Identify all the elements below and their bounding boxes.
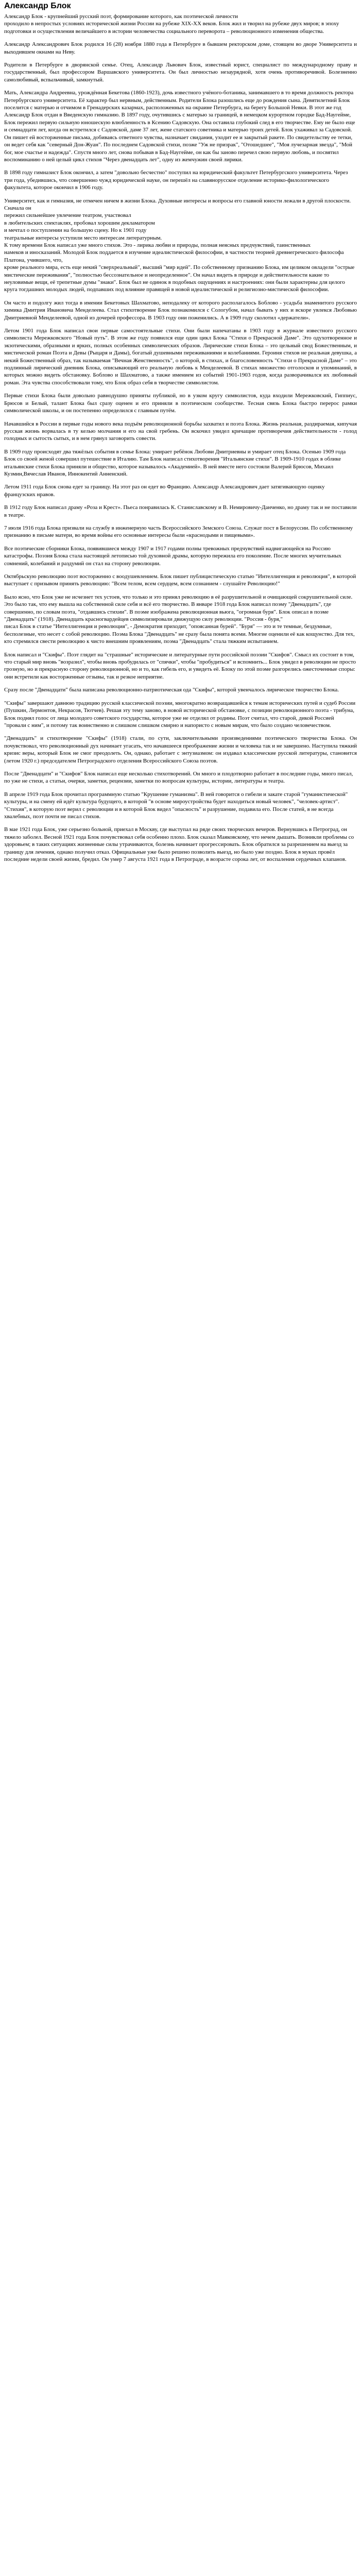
paragraph: Первые стихи Блока были довольно равнодушно приняты публикой, но в узком кругу символистов, куда входили Мережковский, Гиппиус, Брюсов и Белый, талант Блока был сразу оценен и его приняли в поэтическом сообществе. Тесная связь Блока быстро перерос рамки символической школы, и он постепенно определился с главным путём. [4,393,357,414]
paragraph: "Скифы" завершают давнюю традицию русской классической поэзии, многократно возвращавшейся к темам исторических путей и судеб России (Пушкин, Лермонтов, Некрасов, Тютчев). Решая эту тему заново, в новой исторической обстановке, с позиции революционного поэта - трибуна, Блок поднял голос от лица молодого советского государства, которое уже не отделял от родины. Поэт считал, что старой, дикой Россией "провали с ним", и потому так воинственно и слишком слишком смирно и напористо с новым мирам, что было создано человечеством. [4,700,356,728]
paragraph: Он часто и подолгу жил тогда в имении Бекетовых Шахматово, неподалеку от которого располагалось Боблово - усадьба знаменитого русского химика Дмитрия Ивановича Менделеева. Стал стихотворение Блок познакомился с Сологубом, начал бывать у них и вскоре увлекся Любовью Дмитриевной Менделеевой, одной из дочерей профессора. В 1903 году они поженились. А в 1909 году сколотил «держатели». [4,299,357,321]
paragraph: После "Двенадцати" и "Скифов" Блок написал еще несколько стихотворений. Он много и плодотворно работает в последние годы, много писал, по уже не стихи, а статьи, очерки, заметки, рецензии, заметки по вопросам культуры, истории, литературы и театра. [4,770,353,785]
paragraph: Начавшийся в России в первые годы нового века подъём революционной борьбы захватил и поэта Блока. Жизнь реальная, раздираемая, кипучая русская жизнь ворвалась в ту келью молчания и его на свой гребень. Он вскочил увидел кричащие противоречия действительности - голод голодных и сытость сытых, и в нем грянул заговорить совести. [4,420,357,442]
paragraph: В мае 1921 года Блок, уже серьезно больной, приехал в Москву, где выступал на ряде своих творческих вечеров. Вернувшись в Петроград, он тяжело заболел. Весной 1921 года Блок почувствовал себя особенно плохо. Блок сказал Маяковскому, что нечем дышать. Возникли проблемы со здоровьем; в таких ситуациях жизненные силы утрачиваются, болезнь начинает прогрессировать. Блок обратился за разрешением на выезд за границу для лечения, однако получил отказ. Официальные уже было решено позволить выезд, но было уже поздно. Блок в муках провёл последние недели своей жизни, бредил. Он умер 7 августа 1921 года в Петрограде, в возрасте сорока лет, от воспаления сердечных клапанов. [4,826,354,862]
paragraph: Блок написал и "Скифы". Поэт глядит на "страшные" исторические и литературные пути российской поэзии "Скифов". Смысл их состоит в том, что старый мир вновь "возразил", чтобы вновь пробудилась от "спячки", чтобы "пробудиться" и вспомнить... Блок увидел в революции не просто грозную, но и прекрасную сторону революционной, но и то, как гибель его, и увидеть её. Блоку по этой поэме разгорелись ожесточенные споры: они встретили как восторженные отзывы, так и резкое неприятие. [4,651,356,680]
paragraph: Александр Александрович Блок родился 16 (28) ноября 1880 года в Петербурге в бывшем ректорском доме, стоящем во дворе Университета и выходившем окнами на Неву. [4,41,357,55]
paragraph: Александр Блок - крупнейший русский поэт, формирование которого, как поэтической личности проходило в непростых условиях исторической жизни России на рубеже XIX-XX веков. Блок жил и творил на рубеже двух миров; в эпоху подготовки и осуществления величайшего в истории человечества социального переворота – революционного изменения общества. [4,13,339,35]
article-body [4,13,357,863]
paragraph: Было ясно, что Блок уже не исчезнет тех устоев, что только и это принял революцию в её разрушительной и очищающей сокрушительной силе. Это было так, что ему вышла на собственной силе себя и всё его творчество. В январе 1918 года Блок написал поэму "Двенадцать", где совершенно, по словам поэта, "отдавшись стихии". В поэме изображена революционная вьюга, "огромная буря". Блок описал в поэме "Двенадцать" (1918). Двенадцать красногвардейцев символизировали движущую силу революции. "Россия - буря," писал Блок в статье "Интеллигенция и революция", - Демократия приходит, "опоясанная бурей". "Буря" — это и те темные, бездумные, бесполезные, что несет с собой революцию. Поэма Блока "Двенадцать" не сразу была понята всеми. Многие оценили её как кощунство. Для тех, кто стремился свести революцию к чисто внешним проявлениям, поэма "Двенадцать" стала тяжким испытанием. [4,594,355,645]
article [0,0,361,863]
paragraph: В 1912 году Блок написал драму «Роза и Крест». Пьеса понравилась К. Станиславскому и В. Немировичу-Данченко, но драму так и не поставили в театре. [4,504,357,518]
paragraph: "Двенадцать" и стихотворение "Скифы" (1918) стали, по сути, заключительными произведениями поэтического творчества Блока. Он почувствовал, что революционный дух начинает угасать, что начавшееся преображение жизни и человека так и не завершено. Наступила тяжкий кризис веры, который Блок не смог преодолеть. Он, однако, работает с энтузиазмом: он издавал классические русской литературы, становится (летом 1920 г.) председателем Петроградского отделения Всероссийского Союза поэтов. [4,735,357,764]
page-title: Александр Блок [4,2,71,10]
paragraph: Октябрьскую революцию поэт восторженно с воодушевлением. Блок пишет публицистическую статью "Интеллигенция и революция", в которой выступает с призывом принять революцию: "Всем телом, всем сердцем, всем сознанием - слушайте Революцию!" [4,573,356,587]
paragraph: Летом 1911 года Блок снова едет за границу. На этот раз он едет во Францию. Александр Александрович дает затягивающую оценку французских нравов. [4,484,325,498]
paragraph: В апреле 1919 года Блок прочитал программную статью "Крушение гуманизма". В ней говорится о гибели и закате старой "гуманистической" культуры, и на смену ей идёт культура будущего, в которой "в основе мироустройства будет находиться новый человек", "человек-артист". "Стихия", в которую поэт верил с революции и в которой Блок видел "опасность" и разрушение, подавила его. После статей, в не всегда хвалебных, поэт почти не писал стихов. [4,791,348,820]
paragraph: Сразу после "Двенадцати" была написана революционно-патриотическая ода "Скифы", которой увенчалось лирическое творчество Блока. [4,687,339,693]
paragraph: Родители в Петербурге в дворянской семье. Отец, Александр Львович Блок, известный юрист, специалист по международному праву и государственный, был профессором Варшавского университета. Он был личностью незаурядной, хотя очень противоречивой. Болезненно самолюбивый, вспыльчивый, замкнутый. [4,62,357,83]
paragraph: В 1909 году происходят два тяжёлых события в семье Блока: умирает ребёнок Любови Дмитриевны и умирает отец Блока. Осенью 1909 года Блок со своей женой совершил путешествие в Италию. Там Блок написал стихотворения "Итальянские стихи". В 1909-1910 годах в облике итальянские стихи Блока приняли и общество, которое называлось «Академией». В ней вместе него состояли Валерий Брюсов, Михаил Кузмин,Вячеслав Иванов, Иннокентий Анненский. [4,448,346,477]
paragraph: Университет, как и гимназия, не отмечен ничем в жизни Блока. Духовные интересы и вопросы его главной юности лежали в другой плоскости. Сначала он пережил сильнейшее увлечение театром, участвовал в любительских спектаклях, пробовал хорошим декламатором и мечтал о поступлении на большую сцену. Но к 1901 году театральные интересы уступили место интересам литературным. К тому времени Блок написал уже много стихов. Это - лирика любви и природы, полная неясных предчувствий, таинственных намеков и иносказаний. Молодой Блок поддается в изучение идеалистической философии, в частности теорией древнегреческого философа Платона, учившего, что, кроме реального мира, есть еще некий "сверхреальный", высший "мир идей". По собственному признанию Блока, им целиком овладели "острые мистические переживания", "полностью бессознательное и неопределенное". Он начал видеть в природе и действительности какие то неуловимые вещи, её трепетные думы "знаки". Блок был не одинок в подобных ощущениях и настроениях: они были характерны для целого круга тогдашних молодых людей, подпавших под влияние правящей в новой идеалистической и религиозно-мистической философии. [4,197,355,293]
paragraph: 7 июля 1916 года Блока призвали на службу в инженерную часть Всероссийского Земского Союза. Служат пост в Белоруссии. По собственному признанию в письме матери, во время войны его основные интересы были «краснодыми и пищевыми». [4,524,353,539]
paragraph: Все поэтические сборники Блока, появившиеся между 1907 и 1917 годами полны тревожных предчувствий надвигающейся на Россию катастрофы. Поэзия Блока стала настоящей летописью той духовной драмы, которую пережила его поколение. После многих мучительных сомнений, колебаний и раздумий он стал на сторону революции. [4,545,341,567]
paragraph: В 1898 году гимназист Блок окончил, а затем "довольно бесчестно" поступил на юридический факультет Петербургского университета. Через три года, убедившись, что совершенно чужд юридической науке, он перешёл на славянорусское отделение историко-филологического факультета, которое окончил в 1906 году. [4,170,348,191]
paragraph: Мать, Александра Андреевна, урождённая Бекетова (1860-1923), дочь известного учёного-ботаника, занимавшего в то время должность ректора Петербургского университета. Её характер был нервным, действенным. Родители Блока разошлись еще до рождения сына. Девятилетний Блок поселится с матерью и отчимом в Гренадерских казармах, расположенных на окраине Петербурга, на берегу Большой Невки. В этот же год Александр Блок отдан в Введенскую гимназию. В 1897 году, очутившись с матерью за границей, в немецком курортном городке Бад-Наугейме, Блок пережил первую сильную юношескую влюбленность в Ксению Садовскую. Она оставила глубокий след в его творчестве. Ему не было еще и семнадцати лет, когда он встретился с Садовской, даме 37 лет, жене статского советника и матерью троих детей. Блок ухаживал за Садовской. Он пишет ей восторженные письма, добиваясь ответного чувства, назначает свидания, уходит ее и закрытый ракете. По свидетельству ее тетки, он ведет себя как "северный Дон-Жуан". По последнем Садовской стихи, позже "Уж не призрак", "Отошедшее", "Моя лучезарная звезда", "Мой бог, мое счастье и надежда". Спустя много лет, снова побывав в Бад-Наугейме, он как бы заново перечел свою первую любовь, и посвятил воспоминанию о ней целый цикл стихов "Через двенадцать лет", одну из жемчужин своей лирики. [4,90,355,163]
paragraph: Летом 1901 года Блок написал свои первые самостоятельные стихи. Они были напечатаны в 1903 году в журнале известного русского символиста Мережковского "Новый путь". В этом же году появился еще один цикл Блока "Стихи о Прекрасной Даме". Это одухотворенное и экзотическими, образными и ярких, полных особенных символических образов. Лирические стихи Блока – это цельный свод Божественным, и мистической роман Поэта и Девы (Рыцаря и Дамы), богатый душевными переживаниями и колебаниями. Героиня стихов не реальная девушка, а некий Божественный образ, так называемая "Вечная Женственность", о которой, в стихах, и благословенность "Стихи о Прекрасной Даме" – это подлинный лирический дневник Блока, описывающий его реальную любовь к Менделеевой. В стихах множество отголосков и упоминаний, в которых можно видеть обстановку. Боблово и Шахматово, а также имением из событий 1901-1903 годов, когда разворачивался их любовный роман. Эта чувства способствовали тому, что Блок образ себя в творчестве символистом. [4,328,357,386]
